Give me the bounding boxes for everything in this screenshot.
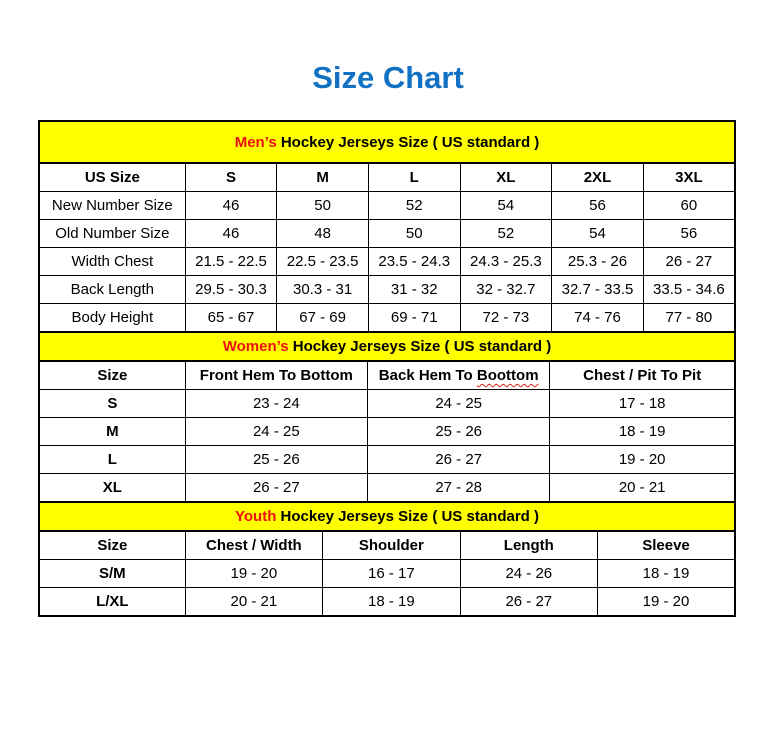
mens-header-cell-5: 2XL <box>552 163 644 192</box>
youth-header-cell-1: Chest / Width <box>185 531 322 560</box>
data-cell: 77 - 80 <box>643 304 735 333</box>
page-title: Size Chart <box>312 60 464 95</box>
mens-banner-text: Hockey Jerseys Size ( US standard ) <box>276 133 540 151</box>
data-cell: 46 <box>185 220 277 248</box>
data-cell: 50 <box>277 192 369 220</box>
data-cell: 46 <box>185 192 277 220</box>
data-cell: 54 <box>460 192 552 220</box>
data-cell: 31 - 32 <box>368 276 460 304</box>
mens-header-cell-3: L <box>368 163 460 192</box>
data-cell: 33.5 - 34.6 <box>643 276 735 304</box>
row-label-cell: Back Length <box>39 276 185 304</box>
data-cell: 17 - 18 <box>550 390 735 418</box>
mens-banner-row <box>39 121 735 163</box>
row-label-cell: L <box>39 446 185 474</box>
mens-table-row <box>39 192 735 220</box>
youth-size-table <box>38 501 736 617</box>
youth-header-cell-2: Shoulder <box>323 531 460 560</box>
youth-header-cell-0: Size <box>39 531 185 560</box>
mens-header-cell-1: S <box>185 163 277 192</box>
data-cell: 20 - 21 <box>550 474 735 503</box>
womens-header-cell-3: Chest / Pit To Pit <box>550 361 735 390</box>
youth-banner-text: Hockey Jerseys Size ( US standard ) <box>276 508 539 525</box>
data-cell: 16 - 17 <box>323 560 460 588</box>
data-cell: 56 <box>552 192 644 220</box>
mens-table-row <box>39 276 735 304</box>
data-cell: 65 - 67 <box>185 304 277 333</box>
size-chart-page <box>0 60 776 617</box>
mens-header-cell-4: XL <box>460 163 552 192</box>
mens-header-cell-0: US Size <box>39 163 185 192</box>
mens-header-cell-6: 3XL <box>643 163 735 192</box>
mens-header-row <box>39 163 735 192</box>
data-cell: 25 - 26 <box>368 418 550 446</box>
womens-banner-highlight: Women’s <box>222 338 289 355</box>
data-cell: 74 - 76 <box>552 304 644 333</box>
womens-table-row <box>39 390 735 418</box>
data-cell: 56 <box>643 220 735 248</box>
youth-table-row <box>39 560 735 588</box>
row-label-cell: New Number Size <box>39 192 185 220</box>
data-cell: 26 - 27 <box>368 446 550 474</box>
mens-table-row <box>39 248 735 276</box>
womens-header-cell-1: Front Hem To Bottom <box>185 361 367 390</box>
womens-table-row <box>39 446 735 474</box>
womens-size-table <box>38 331 736 503</box>
data-cell: 25.3 - 26 <box>552 248 644 276</box>
mens-table-row <box>39 304 735 333</box>
womens-banner-text: Hockey Jerseys Size ( US standard ) <box>288 338 552 355</box>
row-label-cell: Width Chest <box>39 248 185 276</box>
womens-table-row <box>39 418 735 446</box>
data-cell: 19 - 20 <box>598 588 735 617</box>
womens-section-banner <box>39 332 735 361</box>
data-cell: 20 - 21 <box>185 588 322 617</box>
data-cell: 24 - 25 <box>185 418 367 446</box>
size-tables <box>38 120 736 617</box>
data-cell: 26 - 27 <box>185 474 367 503</box>
data-cell: 18 - 19 <box>550 418 735 446</box>
data-cell: 19 - 20 <box>550 446 735 474</box>
data-cell: 32.7 - 33.5 <box>552 276 644 304</box>
data-cell: 26 - 27 <box>643 248 735 276</box>
youth-header-cell-4: Sleeve <box>598 531 735 560</box>
data-cell: 24 - 25 <box>368 390 550 418</box>
row-label-cell: S <box>39 390 185 418</box>
data-cell: 67 - 69 <box>277 304 369 333</box>
data-cell: 23.5 - 24.3 <box>368 248 460 276</box>
data-cell: 26 - 27 <box>460 588 597 617</box>
header-text: Back Hem To <box>378 367 477 384</box>
data-cell: 27 - 28 <box>368 474 550 503</box>
data-cell: 19 - 20 <box>185 560 322 588</box>
mens-table-row <box>39 220 735 248</box>
womens-banner-row <box>39 332 735 361</box>
womens-table-row <box>39 474 735 503</box>
data-cell: 18 - 19 <box>323 588 460 617</box>
mens-header-cell-2: M <box>277 163 369 192</box>
data-cell: 24 - 26 <box>460 560 597 588</box>
misspelled-word: Boottom <box>476 367 539 384</box>
mens-size-table <box>38 120 736 333</box>
data-cell: 60 <box>643 192 735 220</box>
data-cell: 29.5 - 30.3 <box>185 276 277 304</box>
youth-table-row <box>39 588 735 617</box>
row-label-cell: M <box>39 418 185 446</box>
data-cell: 54 <box>552 220 644 248</box>
data-cell: 48 <box>277 220 369 248</box>
row-label-cell: XL <box>39 474 185 503</box>
data-cell: 22.5 - 23.5 <box>277 248 369 276</box>
data-cell: 69 - 71 <box>368 304 460 333</box>
data-cell: 32 - 32.7 <box>460 276 552 304</box>
data-cell: 50 <box>368 220 460 248</box>
row-label-cell: S/M <box>39 560 185 588</box>
data-cell: 52 <box>460 220 552 248</box>
youth-banner-highlight: Youth <box>235 508 277 525</box>
data-cell: 24.3 - 25.3 <box>460 248 552 276</box>
data-cell: 21.5 - 22.5 <box>185 248 277 276</box>
youth-banner-row <box>39 502 735 531</box>
womens-header-row <box>39 361 735 390</box>
youth-section-banner <box>39 502 735 531</box>
mens-banner-highlight: Men’s <box>234 133 277 151</box>
womens-header-cell-0: Size <box>39 361 185 390</box>
womens-header-cell-2 <box>368 361 550 390</box>
data-cell: 23 - 24 <box>185 390 367 418</box>
row-label-cell: L/XL <box>39 588 185 617</box>
data-cell: 30.3 - 31 <box>277 276 369 304</box>
data-cell: 18 - 19 <box>598 560 735 588</box>
row-label-cell: Body Height <box>39 304 185 333</box>
data-cell: 52 <box>368 192 460 220</box>
data-cell: 25 - 26 <box>185 446 367 474</box>
youth-header-row <box>39 531 735 560</box>
data-cell: 72 - 73 <box>460 304 552 333</box>
youth-header-cell-3: Length <box>460 531 597 560</box>
row-label-cell: Old Number Size <box>39 220 185 248</box>
mens-section-banner <box>39 121 735 163</box>
